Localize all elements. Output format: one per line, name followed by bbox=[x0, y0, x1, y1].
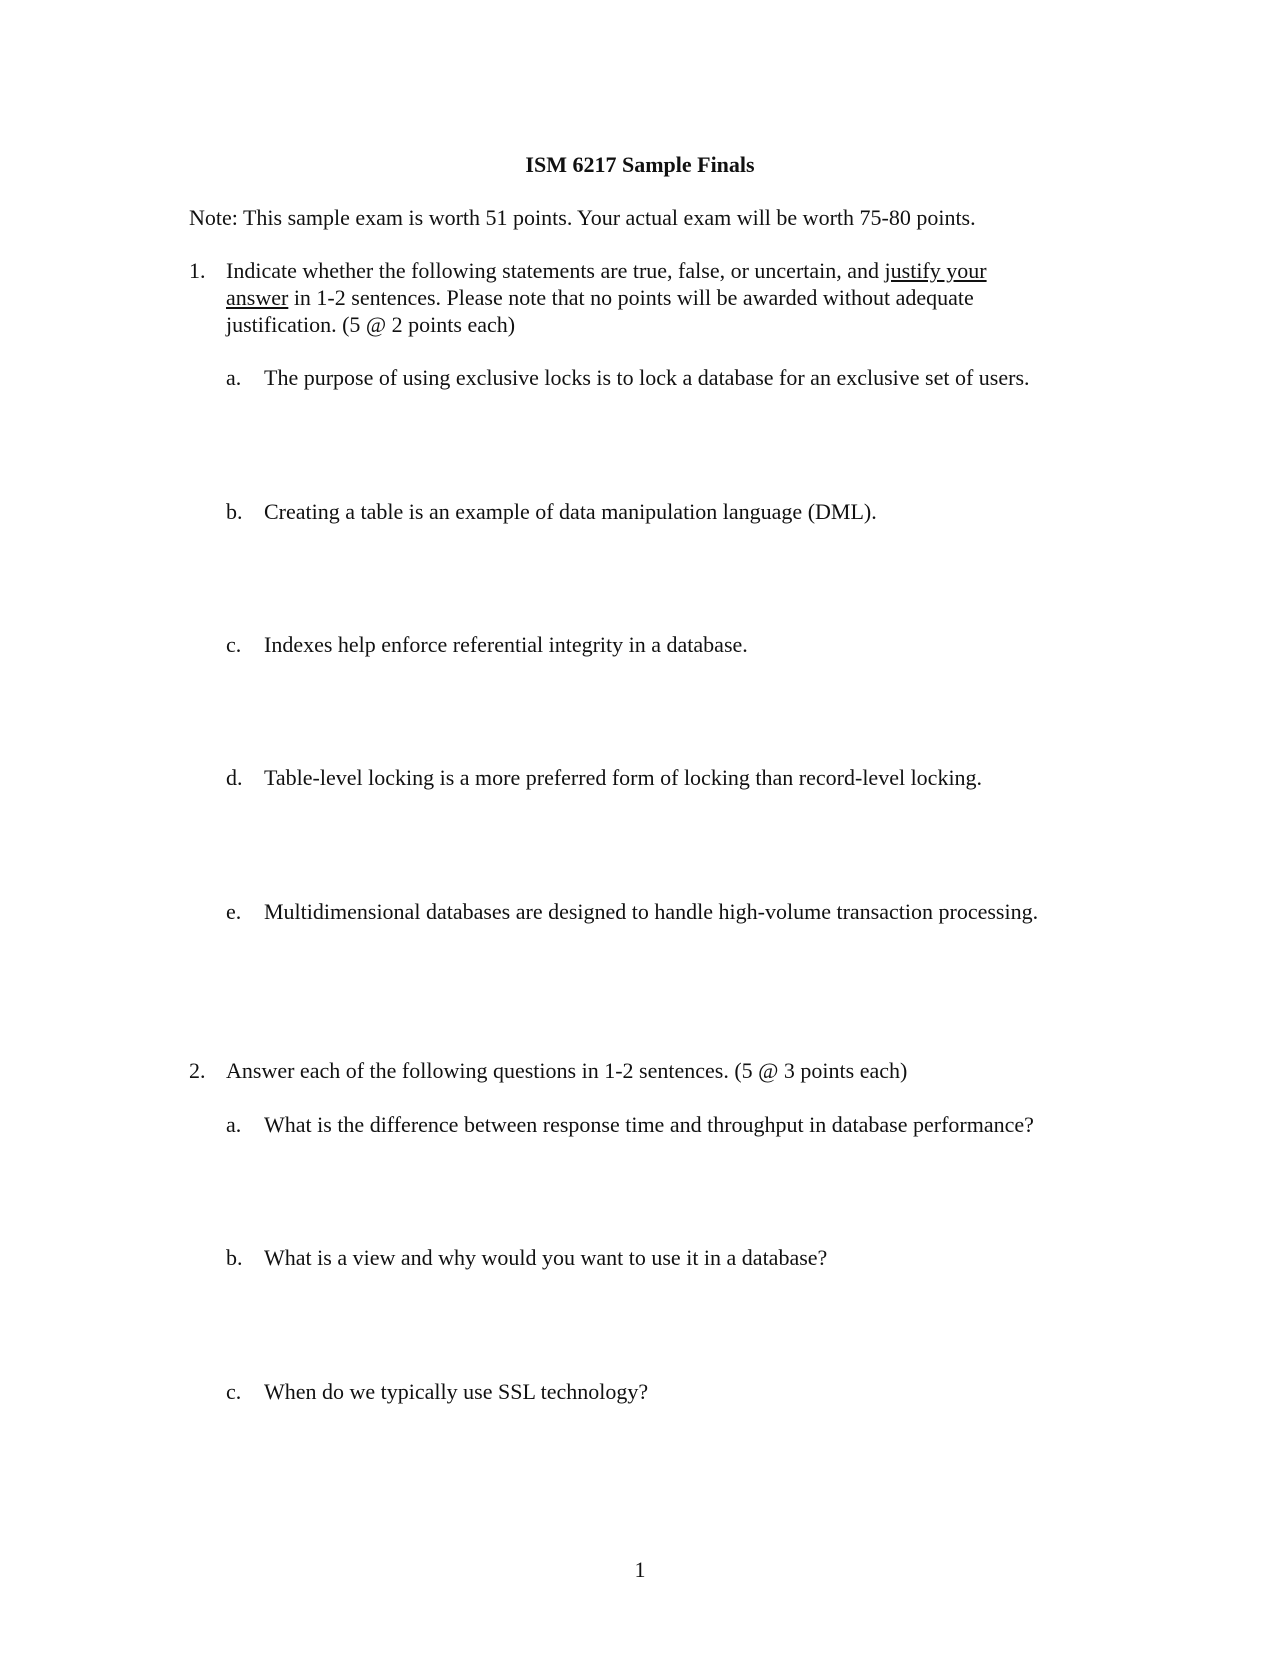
item-letter: d. bbox=[226, 765, 243, 790]
item-text: Table-level locking is a more preferred form of locking than record-level locking. bbox=[264, 765, 983, 790]
item-text: Multidimensional databases are designed to handle high-volume transaction processing. bbox=[264, 899, 1039, 924]
question-text-before: Indicate whether the following statements are true, false, or uncertain, and bbox=[226, 258, 885, 283]
item-letter: c. bbox=[226, 1379, 242, 1404]
item-text: The purpose of using exclusive locks is to lock a database for an exclusive set of users. bbox=[264, 365, 1030, 390]
exam-title: ISM 6217 Sample Finals bbox=[525, 152, 755, 177]
item-letter: a. bbox=[226, 365, 242, 390]
question-text bbox=[226, 257, 1046, 338]
question-text-underlined: justify your answer bbox=[226, 258, 987, 310]
item-letter: b. bbox=[226, 499, 243, 524]
item-letter: c. bbox=[226, 632, 242, 657]
question-number: 1. bbox=[189, 258, 206, 283]
question-text-after: in 1-2 sentences. Please note that no points will be awarded without adequate justification. (5 @ 2 points each) bbox=[226, 285, 974, 337]
item-text: Creating a table is an example of data manipulation language (DML). bbox=[264, 499, 877, 524]
item-letter: e. bbox=[226, 899, 242, 924]
item-text: What is a view and why would you want to use it in a database? bbox=[264, 1245, 828, 1270]
item-letter: a. bbox=[226, 1112, 242, 1137]
item-text: Indexes help enforce referential integrity in a database. bbox=[264, 632, 748, 657]
question-number: 2. bbox=[189, 1058, 206, 1083]
question-text: Answer each of the following questions in 1-2 sentences. (5 @ 3 points each) bbox=[226, 1058, 908, 1083]
item-text: When do we typically use SSL technology? bbox=[264, 1379, 649, 1404]
page-number: 1 bbox=[634, 1557, 646, 1582]
item-letter: b. bbox=[226, 1245, 243, 1270]
exam-note: Note: This sample exam is worth 51 points. Your actual exam will be worth 75-80 points. bbox=[189, 205, 976, 230]
item-text: What is the difference between response time and throughput in database performance? bbox=[264, 1112, 1034, 1137]
